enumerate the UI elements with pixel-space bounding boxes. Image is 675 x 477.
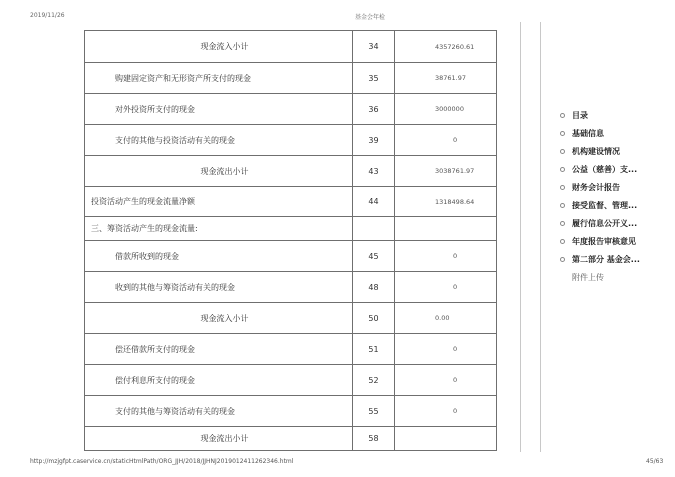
nav-item-org-building[interactable]	[560, 142, 640, 160]
row-value: 0.00	[395, 303, 497, 334]
row-line-number: 51	[353, 334, 395, 365]
row-value: 0	[395, 125, 497, 156]
circle-bullet-icon	[560, 203, 565, 208]
row-label: 收到的其他与筹资活动有关的现金	[85, 272, 353, 303]
section-nav	[560, 106, 640, 286]
table-row	[85, 94, 497, 125]
nav-item-attachment-upload[interactable]	[560, 268, 640, 286]
row-label: 现金流入小计	[85, 303, 353, 334]
row-value: 0	[395, 272, 497, 303]
row-label: 投资活动产生的现金流量净额	[85, 187, 353, 217]
nav-item-label: 履行信息公开义...	[572, 218, 638, 228]
row-value: 0	[395, 241, 497, 272]
circle-bullet-icon	[560, 221, 565, 226]
nav-item-supervision[interactable]	[560, 196, 640, 214]
circle-bullet-icon	[560, 257, 565, 262]
row-label: 购建固定资产和无形资产所支付的现金	[85, 63, 353, 94]
row-value: 3038761.97	[395, 156, 497, 187]
nav-item-label: 第二部分 基金会...	[572, 254, 640, 264]
nav-item-audit-opinion[interactable]	[560, 232, 640, 250]
nav-item-financial-report[interactable]	[560, 178, 640, 196]
row-line-number: 58	[353, 427, 395, 451]
table-row	[85, 217, 497, 241]
nav-item-label: 财务会计报告	[572, 182, 620, 192]
row-label: 支付的其他与筹资活动有关的现金	[85, 396, 353, 427]
row-line-number: 35	[353, 63, 395, 94]
table-row	[85, 125, 497, 156]
table-row	[85, 241, 497, 272]
row-label: 借款所收到的现金	[85, 241, 353, 272]
page-number: 45/63	[646, 458, 664, 465]
circle-bullet-icon	[560, 149, 565, 154]
table-row	[85, 334, 497, 365]
row-label: 现金流出小计	[85, 156, 353, 187]
circle-bullet-icon	[560, 113, 565, 118]
table-row	[85, 272, 497, 303]
print-date: 2019/11/26	[30, 12, 65, 19]
page-url: http://mzjgfpt.caservice.cn/staticHtmlPath/ORG_JJH/2018/JJHNJ20190124112623​46.html	[30, 458, 294, 465]
circle-bullet-icon	[560, 167, 565, 172]
nav-item-contents[interactable]	[560, 106, 640, 124]
table-row	[85, 63, 497, 94]
row-label: 现金流入小计	[85, 31, 353, 63]
row-line-number	[353, 217, 395, 241]
row-value: 0	[395, 334, 497, 365]
nav-item-disclosure[interactable]	[560, 214, 640, 232]
row-value: 0	[395, 396, 497, 427]
section-heading: 三、筹资活动产生的现金流量:	[85, 217, 353, 241]
row-line-number: 43	[353, 156, 395, 187]
nav-item-label: 附件上传	[572, 272, 604, 282]
row-value: 4357260.61	[395, 31, 497, 63]
circle-bullet-icon	[560, 185, 565, 190]
nav-item-label: 机构建设情况	[572, 146, 620, 156]
row-label: 对外投资所支付的现金	[85, 94, 353, 125]
nav-item-part-two[interactable]	[560, 250, 640, 268]
print-title: 基金会年检	[355, 14, 386, 21]
table-row	[85, 303, 497, 334]
row-value: 1318498.64	[395, 187, 497, 217]
table-row	[85, 396, 497, 427]
panel-divider	[520, 22, 521, 452]
table-row	[85, 365, 497, 396]
row-value: 38761.97	[395, 63, 497, 94]
row-line-number: 39	[353, 125, 395, 156]
row-line-number: 52	[353, 365, 395, 396]
row-value	[395, 217, 497, 241]
row-line-number: 55	[353, 396, 395, 427]
nav-item-basic-info[interactable]	[560, 124, 640, 142]
table-row	[85, 31, 497, 63]
panel-divider	[540, 22, 541, 452]
row-line-number: 36	[353, 94, 395, 125]
row-label: 偿还借款所支付的现金	[85, 334, 353, 365]
nav-item-label: 接受监督、管理...	[572, 200, 638, 210]
nav-item-label: 公益（慈善）支...	[572, 164, 638, 174]
nav-item-label: 基础信息	[572, 128, 604, 138]
row-value: 3000000	[395, 94, 497, 125]
row-label: 支付的其他与投资活动有关的现金	[85, 125, 353, 156]
table-row	[85, 187, 497, 217]
nav-item-label: 目录	[572, 110, 588, 120]
row-value	[395, 427, 497, 451]
table-row	[85, 427, 497, 451]
row-line-number: 45	[353, 241, 395, 272]
row-label: 偿付利息所支付的现金	[85, 365, 353, 396]
nav-item-label: 年度报告审核意见	[572, 236, 636, 246]
cash-flow-table	[84, 30, 497, 451]
row-label: 现金流出小计	[85, 427, 353, 451]
circle-bullet-icon	[560, 131, 565, 136]
circle-bullet-icon	[560, 239, 565, 244]
row-line-number: 44	[353, 187, 395, 217]
row-value: 0	[395, 365, 497, 396]
row-line-number: 50	[353, 303, 395, 334]
row-line-number: 34	[353, 31, 395, 63]
nav-item-charity-spending[interactable]	[560, 160, 640, 178]
row-line-number: 48	[353, 272, 395, 303]
table-row	[85, 156, 497, 187]
